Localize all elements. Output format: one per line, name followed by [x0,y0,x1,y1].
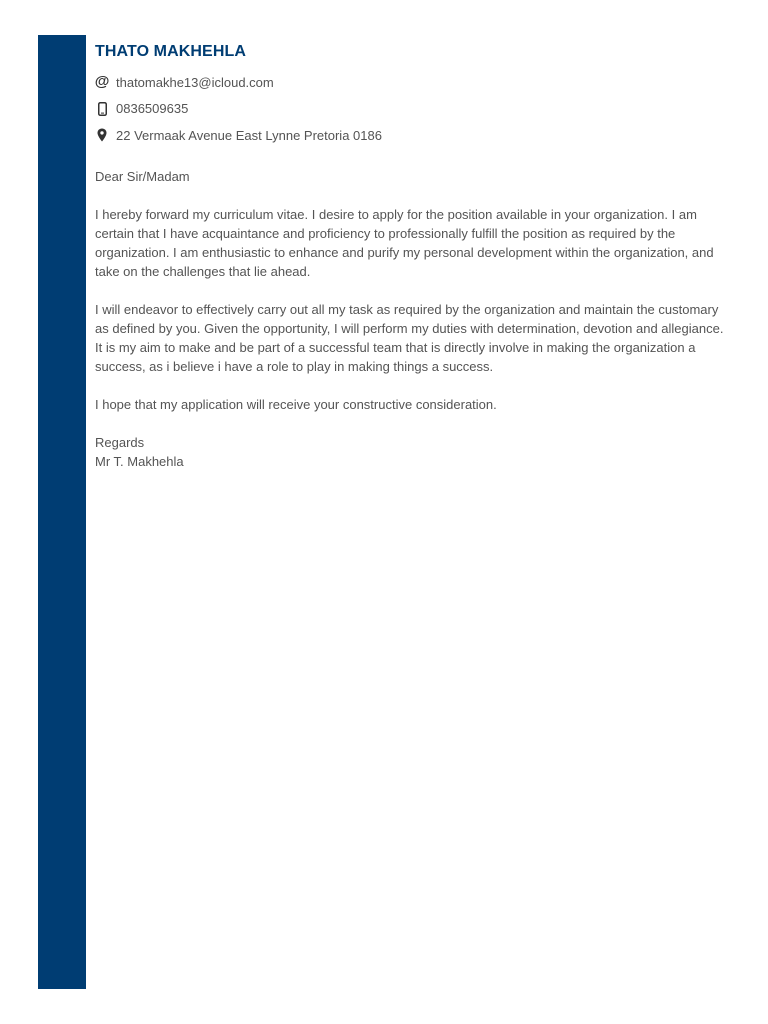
applicant-name: THATO MAKHEHLA [95,43,247,60]
email-text: thatomakhe13@icloud.com [116,74,274,90]
phone-text: 0836509635 [116,101,189,116]
phone-icon [95,101,109,117]
cover-letter [95,42,727,471]
letter-paragraph: I hereby forward my curriculum vitae. I desire to apply for the position available in your organization. I am certain that I have acquaintance and proficiency to professionally fulfill the position as required by the organization. I am enthusiastic to enhance and purify my personal development within the organization, and take on the challenges that lie ahead. [95,207,714,279]
address-text: 22 Vermaak Avenue East Lynne Pretoria 0186 [116,127,382,143]
closing: Regards [95,435,145,450]
letter-body [95,167,727,471]
sidebar-accent-bar [38,35,86,989]
location-pin-icon [95,127,109,143]
contact-email [95,72,727,92]
contact-details [95,72,727,145]
signature: Mr T. Makhehla [95,454,184,469]
contact-phone [95,99,727,119]
contact-address [95,125,727,145]
salutation: Dear Sir/Madam [95,169,190,184]
at-icon: @ [94,73,110,90]
letter-paragraph: I will endeavor to effectively carry out all my task as required by the organization and maintain the customary as defined by you. Given the opportunity, I will perform my duties with determination, devotion and allegiance. It is my aim to make and be part of a successful team that is directly involve in making the organization a success, as i believe i have a role to play in making things a success. [95,302,724,374]
letter-paragraph: I hope that my application will receive your constructive consideration. [95,397,497,412]
